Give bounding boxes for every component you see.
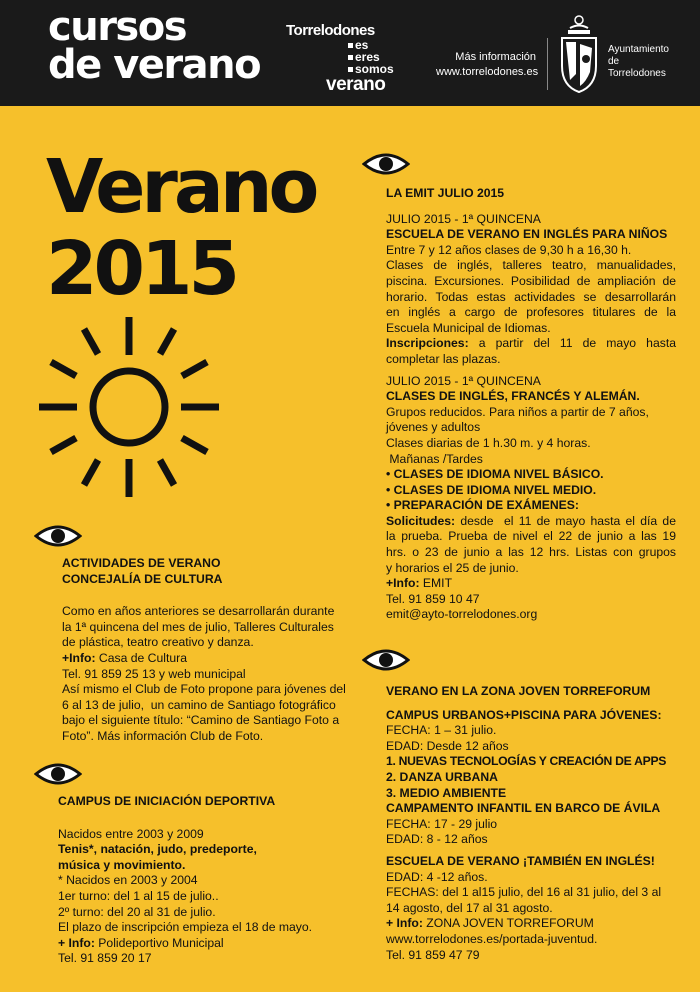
text-line: 6 al 13 de julio, un camino de Santiago fotográfico xyxy=(62,697,336,712)
text-line: completar las plazas. xyxy=(386,351,501,366)
text-line: EDAD: 4 -12 años. xyxy=(386,869,488,884)
text-span: ZONA JOVEN TORREFORUM xyxy=(422,916,594,931)
text-line: la 1ª quincena del mes de julio, Talleres Culturales xyxy=(62,619,334,634)
text-span: EMIT xyxy=(419,576,453,591)
bullet-item: • CLASES DE IDIOMA NIVEL BÁSICO. xyxy=(386,467,604,482)
header-title-line2: de verano xyxy=(48,42,261,88)
label-bold: Inscripciones: xyxy=(386,336,469,351)
text-line: 2º turno: del 20 al 31 de julio. xyxy=(58,904,216,919)
cultura-section xyxy=(62,556,354,745)
bullet-item: • CLASES DE IDIOMA NIVEL MEDIO. xyxy=(386,482,597,497)
text-line: y horarios el 25 de junio. xyxy=(386,560,519,575)
emit-b2-period: JULIO 2015 - 1ª QUINCENA xyxy=(386,373,541,388)
text-line: la prueba. Prueba de nivel el 22 de junio a las 19 xyxy=(386,529,676,544)
phone: Tel. 91 859 47 79 xyxy=(386,947,480,962)
text-line xyxy=(386,576,676,592)
text-line: piscina. Excursiones. Posibilidad de ampliación de xyxy=(386,273,676,288)
text-line: Mañanas /Tardes xyxy=(386,451,483,466)
text-line: Clases de inglés, talleres teatro, manualidades, xyxy=(386,258,676,273)
text-line: Grupos reducidos. Para niños a partir de 7 años, xyxy=(386,404,649,419)
label-bold: +Info: xyxy=(386,576,420,591)
text-line: de plástica, teatro creativo y danza. xyxy=(62,635,254,650)
brand-logo xyxy=(286,22,394,94)
header-bar xyxy=(0,0,700,106)
text-line: Como en años anteriores se desarrollarán durante xyxy=(62,604,335,619)
eye-icon xyxy=(34,522,82,550)
list-item: 1. NUEVAS TECNOLOGÍAS Y CREACIÓN DE APPS xyxy=(386,754,667,769)
text-line-bold: Tenis*, natación, judo, predeporte, xyxy=(58,842,257,857)
text-line: hrs. o 23 de junio a las 12 hrs. Listas con grupos xyxy=(386,545,676,560)
text-line xyxy=(386,336,676,352)
header-title-line1: cursos xyxy=(48,4,187,50)
sun-icon xyxy=(34,312,224,502)
emit-b2-heading: CLASES DE INGLÉS, FRANCÉS Y ALEMÁN. xyxy=(386,389,640,404)
hero-title xyxy=(46,146,315,310)
text-line xyxy=(386,514,676,530)
brand-top: Torrelodones xyxy=(286,22,375,39)
text-line: EDAD: Desde 12 años xyxy=(386,738,509,753)
more-info xyxy=(436,50,539,80)
text-span: desde el 11 de mayo hasta el día de xyxy=(455,513,676,528)
more-info-label: Más información xyxy=(455,51,536,63)
text-span: Casa de Cultura xyxy=(95,650,187,665)
text-span: a partir del 11 de mayo hasta xyxy=(468,336,676,351)
header-title xyxy=(48,4,261,88)
emit-b1-period: JULIO 2015 - 1ª QUINCENA xyxy=(386,211,541,226)
phone: Tel. 91 859 20 17 xyxy=(58,951,152,966)
ayuntamiento-label xyxy=(608,44,669,80)
more-info-url[interactable]: www.torrelodones.es xyxy=(436,66,539,78)
text-line: en inglés a cargo de profesores titulares de la xyxy=(386,305,676,320)
cultura-title1: ACTIVIDADES DE VERANO xyxy=(62,556,221,570)
text-line: FECHAS: del 1 al15 julio, del 16 al 31 julio, del 3 al xyxy=(386,885,662,900)
hero-year: 2015 xyxy=(46,226,236,312)
cultura-title2: CONCEJALÍA DE CULTURA xyxy=(62,571,223,586)
section-heading: CAMPAMENTO INFANTIL EN BARCO DE ÁVILA xyxy=(386,801,661,816)
zona-joven-section xyxy=(386,684,678,963)
brand-eres: eres xyxy=(355,50,380,64)
label-bold: Solicitudes: xyxy=(386,513,456,528)
text-line: jóvenes y adultos xyxy=(386,420,481,435)
deporte-section xyxy=(58,794,354,967)
label-bold: + Info: xyxy=(386,916,423,931)
crest-icon xyxy=(556,14,602,96)
text-line: horario. Todas estas actividades se desarrollarán xyxy=(386,289,676,304)
text-line: Entre 7 y 12 años clases de 9,30 h a 16,30 h. xyxy=(386,242,632,257)
text-line: EDAD: 8 - 12 años xyxy=(386,832,488,847)
deporte-title: CAMPUS DE INICIACIÓN DEPORTIVA xyxy=(58,794,276,808)
zona-title: VERANO EN LA ZONA JOVEN TORREFORUM xyxy=(386,684,651,698)
brand-es: es xyxy=(355,38,369,52)
brand-bottom: verano xyxy=(326,74,386,95)
text-line: Nacidos entre 2003 y 2009 xyxy=(58,826,204,841)
text-line: * Nacidos en 2003 y 2004 xyxy=(58,873,198,888)
text-line: FECHA: 1 – 31 julio. xyxy=(386,723,497,738)
text-line: Foto”. Más información Club de Foto. xyxy=(62,728,264,743)
ayto-line3: Torrelodones xyxy=(608,68,666,79)
bullet-item: • PREPARACIÓN DE EXÁMENES: xyxy=(386,498,579,513)
url-link[interactable]: www.torrelodones.es/portada-juventud. xyxy=(386,931,598,946)
phone: Tel. 91 859 10 47 xyxy=(386,591,480,606)
text-line: 14 agosto, del 17 al 31 agosto. xyxy=(386,900,553,915)
text-line xyxy=(386,916,678,932)
header-divider xyxy=(547,38,548,90)
list-item: 2. DANZA URBANA xyxy=(386,769,498,784)
text-line: Así mismo el Club de Foto propone para jóvenes del xyxy=(62,682,346,697)
label-bold: +Info: xyxy=(62,650,96,665)
text-line xyxy=(58,936,354,952)
text-line-bold: música y movimiento. xyxy=(58,857,186,872)
text-line: FECHA: 17 - 29 julio xyxy=(386,816,498,831)
emit-title: LA EMIT JULIO 2015 xyxy=(386,186,505,200)
text-line: Escuela Municipal de Idiomas. xyxy=(386,320,551,335)
ayto-line1: Ayuntamiento xyxy=(608,44,669,55)
emit-b1-heading: ESCUELA DE VERANO EN INGLÉS PARA NIÑOS xyxy=(386,227,668,242)
email-link[interactable]: emit@ayto-torrelodones.org xyxy=(386,607,538,622)
ayto-line2: de xyxy=(608,56,620,67)
phone: Tel. 91 859 25 13 y web municipal xyxy=(62,666,246,681)
emit-section xyxy=(386,186,676,623)
text-line: 1er turno: del 1 al 15 de julio.. xyxy=(58,888,219,903)
list-item: 3. MEDIO AMBIENTE xyxy=(386,785,507,800)
brand-somos: somos xyxy=(355,62,394,76)
section-heading: CAMPUS URBANOS+PISCINA PARA JÓVENES: xyxy=(386,707,662,722)
text-line xyxy=(62,651,354,667)
section-heading: ESCUELA DE VERANO ¡TAMBIÉN EN INGLÉS! xyxy=(386,853,655,868)
eye-icon xyxy=(362,150,410,178)
label-bold: + Info: xyxy=(58,935,95,950)
text-line: El plazo de inscripción empieza el 18 de mayo. xyxy=(58,920,313,935)
hero-word: Verano xyxy=(46,144,316,230)
text-line: Clases diarias de 1 h.30 m. y 4 horas. xyxy=(386,435,591,450)
eye-icon xyxy=(34,760,82,788)
eye-icon xyxy=(362,646,410,674)
text-line: bajo el siguiente título: “Camino de Santiago Foto a xyxy=(62,713,340,728)
text-span: Polideportivo Municipal xyxy=(94,935,224,950)
